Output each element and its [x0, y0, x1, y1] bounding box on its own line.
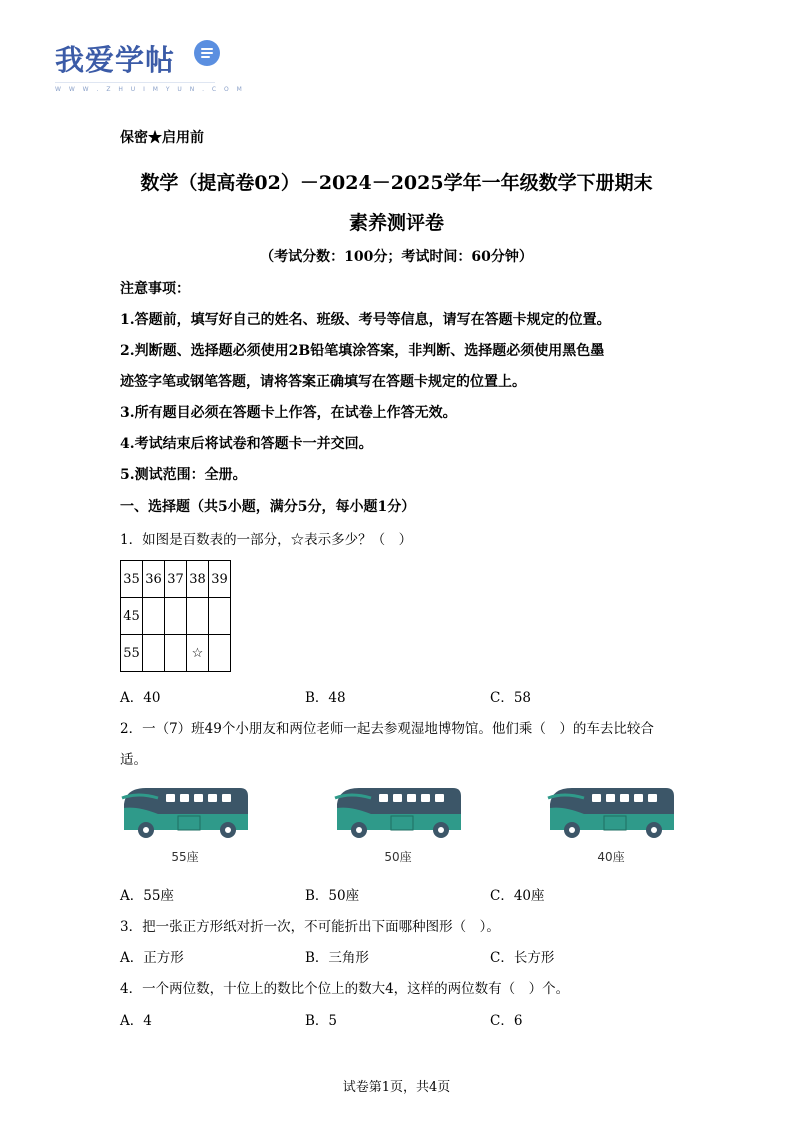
note-item: 1.答题前，填写好自己的姓名、班级、考号等信息，请写在答题卡规定的位置。: [120, 312, 611, 328]
note-item: 5.测试范围：全册。: [120, 467, 247, 483]
table-cell: [143, 635, 165, 672]
table-cell: [209, 598, 231, 635]
table-row: [121, 561, 231, 598]
option-c: C．40座: [490, 888, 545, 904]
note-item: 2.判断题、选择题必须使用2B铅笔填涂答案，非判断、选择题必须使用黑色墨: [120, 343, 605, 359]
notes-heading: 注意事项：: [120, 281, 190, 297]
section-heading: 一、选择题（共5小题，满分5分，每小题1分）: [120, 499, 416, 515]
chat-bubble-icon: [194, 40, 220, 66]
table-row: [121, 635, 231, 672]
table-cell: [165, 598, 187, 635]
table-cell: 38: [187, 561, 209, 598]
exam-info: （考试分数：100分；考试时间：60分钟）: [260, 249, 533, 265]
option-a: A．40: [120, 690, 161, 706]
table-cell: 35: [121, 561, 143, 598]
table-cell: 39: [209, 561, 231, 598]
bus-50-icon: [331, 784, 463, 840]
option-c: C．6: [490, 1013, 523, 1029]
option-c: C．长方形: [490, 950, 555, 966]
question-1-text: 1．如图是百数表的一部分，☆表示多少？（ ）: [120, 532, 413, 548]
logo-url: W W W . Z H U I M Y U N . C O M: [55, 86, 245, 93]
table-cell: [209, 635, 231, 672]
page-title-line1: 数学（提高卷02）－2024－2025学年一年级数学下册期末: [140, 172, 653, 194]
option-b: B．5: [305, 1013, 338, 1029]
question-2-text: 2．一（7）班49个小朋友和两位老师一起去参观湿地博物馆。他们乘（ ）的车去比较合: [120, 721, 654, 737]
bus-label: 55座: [171, 850, 199, 864]
option-b: B．50座: [305, 888, 360, 904]
option-a: A．正方形: [120, 950, 184, 966]
confidential-label: 保密★启用前: [120, 130, 204, 146]
bus-label: 40座: [597, 850, 625, 864]
option-a: A．55座: [120, 888, 174, 904]
question-3-text: 3．把一张正方形纸对折一次，不可能折出下面哪种图形（ ）。: [120, 919, 500, 935]
site-logo: [55, 38, 255, 94]
table-row: [121, 598, 231, 635]
bus-55-icon: [118, 784, 250, 840]
note-item: 4.考试结束后将试卷和答题卡一并交回。: [120, 436, 373, 452]
question-4-text: 4．一个两位数，十位上的数比个位上的数大4，这样的两位数有（ ）个。: [120, 981, 570, 997]
table-cell: 55: [121, 635, 143, 672]
bus-40-icon: [544, 784, 676, 840]
page-title-line2: 素养测评卷: [348, 212, 444, 234]
option-a: A．4: [120, 1013, 152, 1029]
table-cell: [143, 598, 165, 635]
table-cell: 45: [121, 598, 143, 635]
star-cell: ☆: [187, 635, 209, 672]
table-cell: [165, 635, 187, 672]
bus-label: 50座: [384, 850, 412, 864]
question-2-text-cont: 适。: [120, 752, 147, 768]
logo-text: 我爱学帖: [55, 43, 176, 77]
table-cell: [187, 598, 209, 635]
option-c: C．58: [490, 690, 532, 706]
option-b: B．三角形: [305, 950, 369, 966]
note-item: 3.所有题目必须在答题卡上作答，在试卷上作答无效。: [120, 405, 457, 421]
note-item: 迹签字笔或钢笔答题，请将答案正确填写在答题卡规定的位置上。: [120, 374, 526, 390]
page-footer: 试卷第1页，共4页: [342, 1080, 451, 1095]
table-cell: 36: [143, 561, 165, 598]
table-cell: 37: [165, 561, 187, 598]
logo-divider: [55, 82, 215, 83]
option-b: B．48: [305, 690, 346, 706]
hundred-chart-table: [120, 560, 231, 672]
